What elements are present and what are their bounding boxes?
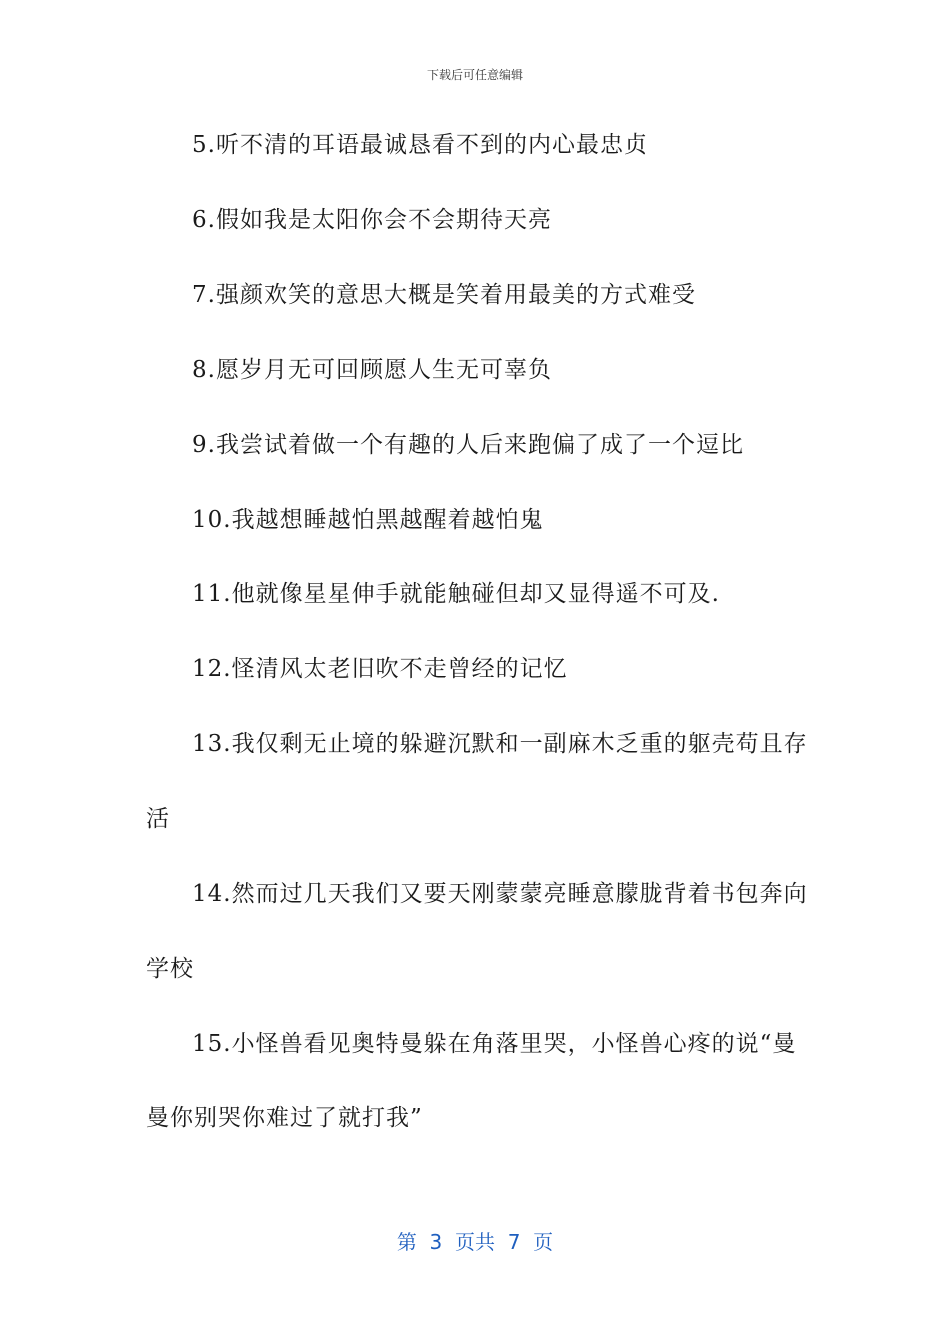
page-header: 下载后可任意编辑 <box>426 68 523 82</box>
list-item: 10.我越想睡越怕黑越醒着越怕鬼 <box>192 507 544 533</box>
list-item: 14.然而过几天我们又要天刚蒙蒙亮睡意朦胧背着书包奔向 <box>192 881 808 907</box>
list-item: 6.假如我是太阳你会不会期待天亮 <box>192 207 552 233</box>
page-number-footer: 第 3 页共 7 页 <box>396 1230 554 1254</box>
list-item: 12.怪清风太老旧吹不走曾经的记忆 <box>192 656 568 682</box>
list-item-continuation: 活 <box>146 806 170 832</box>
list-item: 5.听不清的耳语最诚恳看不到的内心最忠贞 <box>192 132 648 158</box>
list-item: 11.他就像星星伸手就能触碰但却又显得遥不可及. <box>192 581 720 607</box>
list-item: 9.我尝试着做一个有趣的人后来跑偏了成了一个逗比 <box>192 432 744 458</box>
list-item-continuation: 曼你别哭你难过了就打我” <box>146 1105 423 1131</box>
list-item: 13.我仅剩无止境的躲避沉默和一副麻木乏重的躯壳苟且存 <box>192 731 808 757</box>
list-item: 7.强颜欢笑的意思大概是笑着用最美的方式难受 <box>192 282 696 308</box>
list-item: 8.愿岁月无可回顾愿人生无可辜负 <box>192 357 552 383</box>
list-item: 15.小怪兽看见奥特曼躲在角落里哭，小怪兽心疼的说“曼 <box>192 1031 797 1057</box>
list-item-continuation: 学校 <box>146 956 194 982</box>
